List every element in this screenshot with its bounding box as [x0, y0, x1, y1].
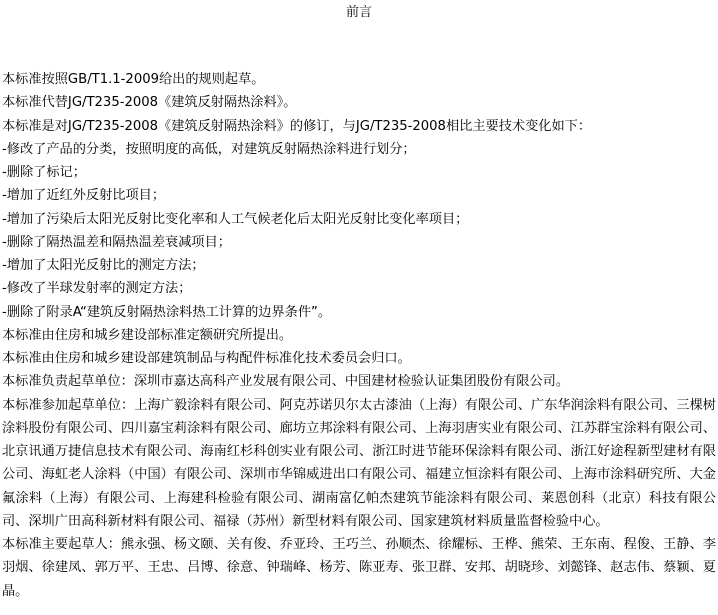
list-item: -增加了污染后太阳光反射比变化率和人工气候老化后太阳光反射比变化率项目； — [2, 211, 469, 227]
list-item: -删除了标记； — [2, 165, 86, 180]
paragraph: 本标准主要起草人：熊永强、杨文颐、关有俊、乔亚玲、王巧兰、孙顺杰、徐耀标、王桦、熊荣、王东南、程俊、王静、李羽烟、徐建凤、郭万平、王忠、吕博、徐意、钟瑞峰、杨芳、陈亚寿、张卫群、安邦、胡晓珍、刘懿锋、赵志伟、蔡颖、夏晶。 — [2, 537, 716, 599]
list-item: -增加了太阳光反射比的测定方法； — [2, 258, 205, 273]
page-title: 前言 — [345, 5, 372, 20]
paragraph: 本标准负责起草单位：深圳市嘉达高科产业发展有限公司、中国建材检验认证集团股份有限公司。 — [2, 374, 570, 390]
list-item: -删除了附录A“建筑反射隔热涂料热工计算的边界条件”。 — [2, 304, 332, 320]
list-item: -修改了半球发射率的测定方法； — [2, 281, 192, 297]
paragraph: 本标准按照GB/T1.1-2009给出的规则起草。 — [2, 72, 265, 87]
paragraph: 本标准参加起草单位：上海广毅涂料有限公司、阿克苏诺贝尔太古漆油（上海）有限公司、广东华润涂料有限公司、三棵树涂料股份有限公司、四川嘉宝莉涂料有限公司、廊坊立邦涂料有限公司、上海羽唐实业有限公司、江苏群宝涂料有限公司、北京讯通万捷信息技术有限公司、海南红杉科创实业有限公司、浙江时进节能环保涂料有限公司、浙江好途程新型建材有限公司、海虹老人涂料（中国）有限公司、深圳市华锦威进出口有限公司、福建立恒涂料有限公司、上海市涂料研究所、大金氟涂料（上海）有限公司、上海建科检验有限公司、湖南富亿帕杰建筑节能涂料有限公司、莱恩创科（北京）科技有限公司、深圳广田高科新材料有限公司、福禄（苏州）新型材料有限公司、国家建筑材料质量监督检验中心。 — [2, 397, 716, 529]
paragraph: 本标准由住房和城乡建设部标准定额研究所提出。 — [2, 327, 293, 343]
document-body — [2, 68, 716, 603]
paragraph: 本标准代替JG/T235-2008《建筑反射隔热涂料》。 — [2, 95, 297, 111]
list-item: -增加了近红外反射比项目； — [2, 188, 166, 204]
paragraph: 本标准是对JG/T235-2008《建筑反射隔热涂料》的修订，与JG/T235-2008相比主要技术变化如下： — [2, 118, 592, 134]
list-item: -修改了产品的分类，按照明度的高低，对建筑反射隔热涂料进行划分； — [2, 141, 416, 157]
paragraph: 本标准由住房和城乡建设部建筑制品与构配件标准化技术委员会归口。 — [2, 351, 411, 366]
list-item: -删除了隔热温差和隔热温差衰减项目； — [2, 234, 231, 250]
